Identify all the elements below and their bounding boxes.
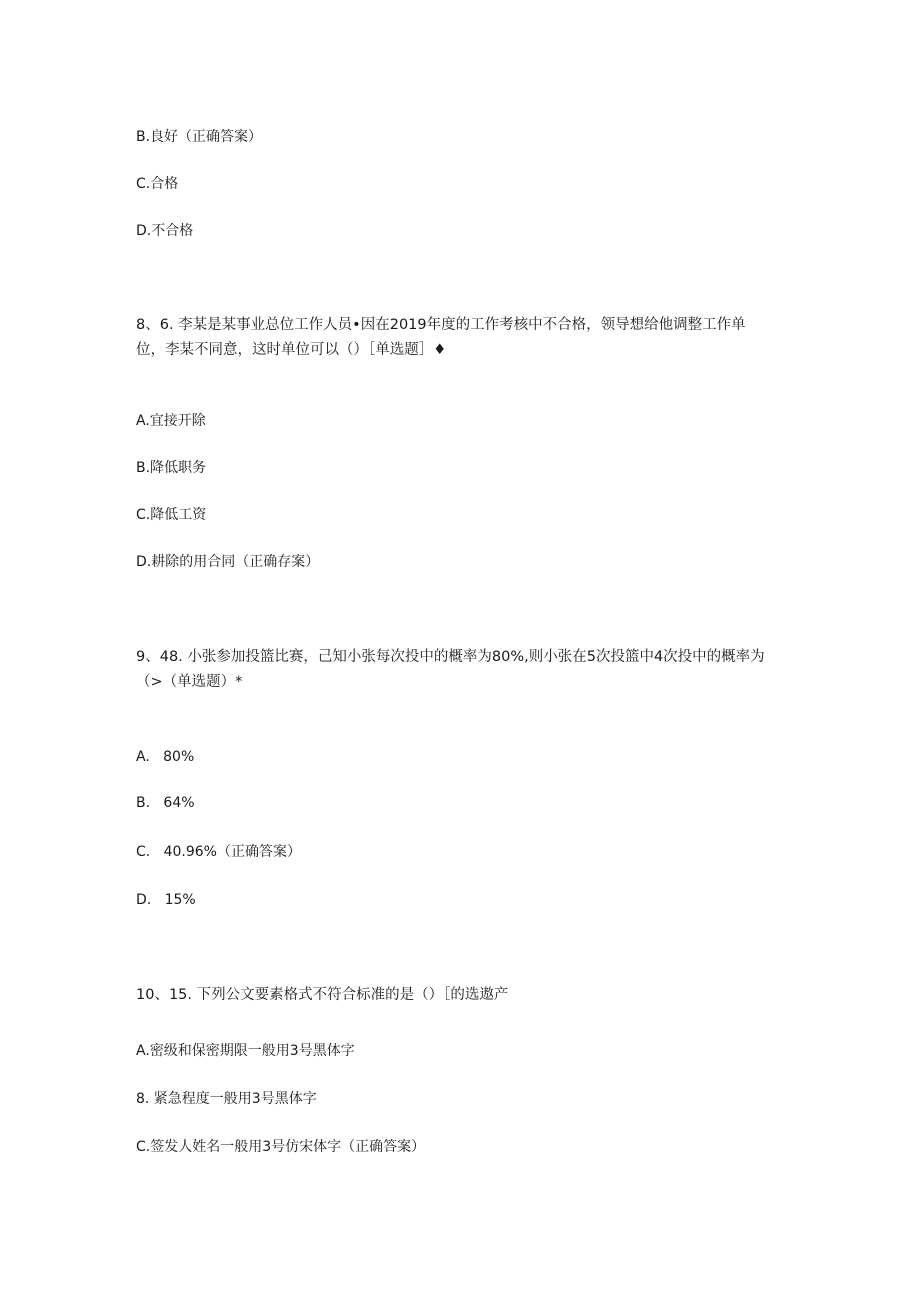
q8-stem-line1: 8、6. 李某是某事业总位工作人员•因在2019年度的工作考核中不合格，领导想给他调整工作单 <box>136 317 746 333</box>
q10-stem: 10、15. 下列公文要素格式不符合标准的是（）［的选遨产 <box>136 987 509 1003</box>
q10-option-c: C.签发人姓名一般用3号仿宋体字（正确答案） <box>136 1139 426 1155</box>
q8-option-c: C.降低工资 <box>136 507 207 523</box>
q9-option-d: D. 15% <box>136 892 196 908</box>
q9-stem-line2: （>（单选题）* <box>136 674 243 690</box>
q7-option-b: B.良好（正确答案） <box>136 129 263 145</box>
q9-stem-line1: 9、48. 小张参加投篮比赛，己知小张每次投中的概率为80%,则小张在5次投篮中4次投中的概率为 <box>136 649 765 665</box>
q8-option-d: D.耕除的用合同（正确存案） <box>136 554 320 570</box>
q7-option-d: D.不合格 <box>136 223 194 239</box>
q7-option-c: C.合格 <box>136 176 179 192</box>
q8-option-b: B.降低职务 <box>136 460 207 476</box>
q9-option-c: C. 40.96%（正确答案） <box>136 844 301 860</box>
q9-option-a: A. 80% <box>136 749 195 765</box>
q8-option-a: A.宜接开除 <box>136 413 206 429</box>
q8-stem-line2: 位，李某不同意，这时单位可以（）［单选题］♦ <box>136 342 447 358</box>
q10-option-a: A.密级和保密期限一般用3号黑体字 <box>136 1043 355 1059</box>
q10-option-b: 8. 紧急程度一般用3号黑体字 <box>136 1091 317 1107</box>
q9-option-b: B. 64% <box>136 795 195 811</box>
